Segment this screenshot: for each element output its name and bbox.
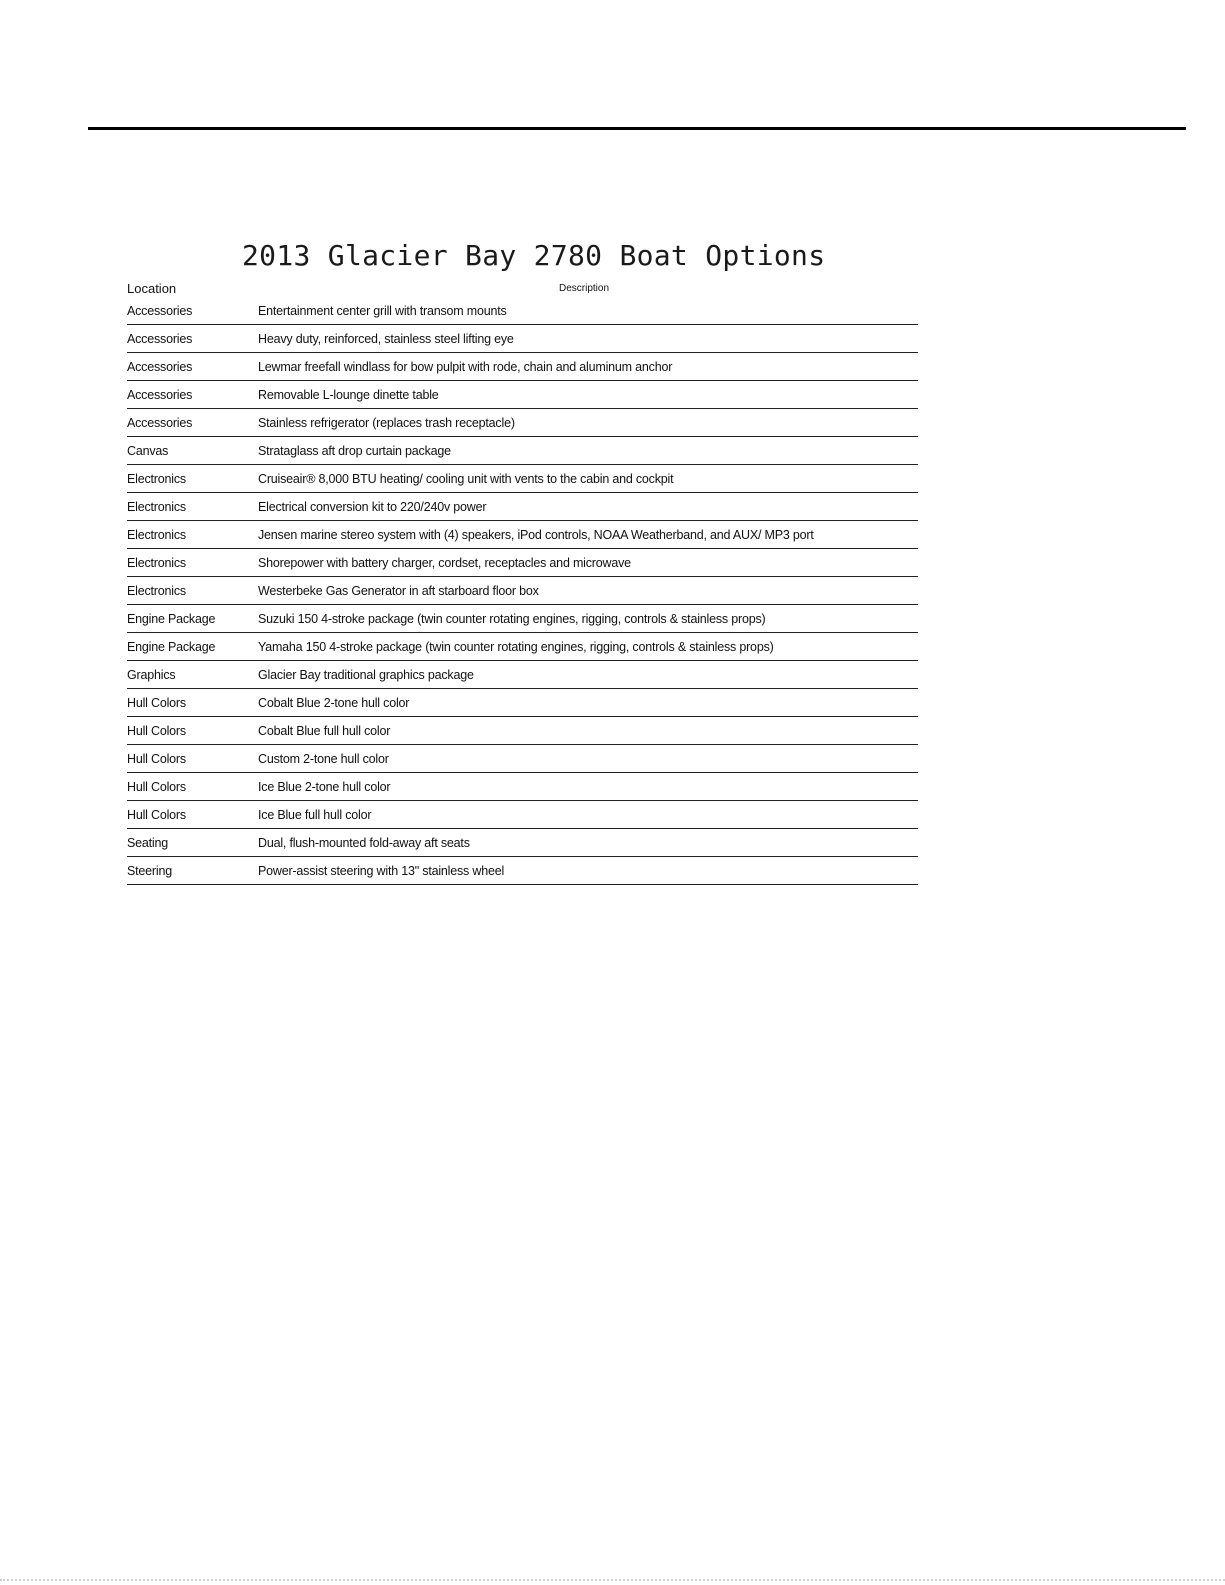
cell-description: Electrical conversion kit to 220/240v power [258,499,487,514]
cell-description: Strataglass aft drop curtain package [258,443,451,458]
page-title: 2013 Glacier Bay 2780 Boat Options [242,239,826,272]
cell-location: Hull Colors [127,807,186,822]
table-row [127,493,918,521]
page-footer-rule [0,1579,1225,1581]
table-row [127,801,918,829]
cell-location: Accessories [127,359,193,374]
cell-location: Engine Package [127,611,216,626]
cell-description: Jensen marine stereo system with (4) speakers, iPod controls, NOAA Weatherband, and AUX/ MP3 port [258,527,814,542]
cell-description: Stainless refrigerator (replaces trash receptacle) [258,415,515,430]
table-row [127,745,918,773]
cell-location: Hull Colors [127,751,186,766]
cell-location: Hull Colors [127,779,186,794]
cell-description: Ice Blue full hull color [258,807,372,822]
table-row [127,521,918,549]
table-row [127,773,918,801]
table-row [127,298,918,325]
table-row [127,409,918,437]
cell-description: Removable L-lounge dinette table [258,387,439,402]
cell-location: Steering [127,863,172,878]
cell-description: Power-assist steering with 13" stainless wheel [258,863,505,878]
cell-description: Cruiseair® 8,000 BTU heating/ cooling unit with vents to the cabin and cockpit [258,471,674,486]
cell-description: Cobalt Blue 2-tone hull color [258,695,410,710]
cell-location: Electronics [127,555,186,570]
cell-location: Seating [127,835,168,850]
header-rule [88,127,1186,130]
table-row [127,465,918,493]
table-body [127,298,918,885]
cell-location: Accessories [127,415,193,430]
cell-description: Glacier Bay traditional graphics package [258,667,474,682]
cell-description: Yamaha 150 4-stroke package (twin counter rotating engines, rigging, controls & stainless props) [258,639,774,654]
table-row [127,661,918,689]
cell-description: Ice Blue 2-tone hull color [258,779,391,794]
table-row [127,325,918,353]
boat-options-table [127,278,918,885]
cell-location: Accessories [127,331,193,346]
column-header-location: Location [127,280,177,296]
cell-location: Hull Colors [127,695,186,710]
table-row [127,717,918,745]
table-row [127,633,918,661]
cell-description: Cobalt Blue full hull color [258,723,391,738]
table-row [127,577,918,605]
cell-description: Westerbeke Gas Generator in aft starboard floor box [258,583,539,598]
cell-description: Lewmar freefall windlass for bow pulpit with rode, chain and aluminum anchor [258,359,673,374]
table-header-row [127,278,918,298]
cell-location: Electronics [127,499,186,514]
table-row [127,353,918,381]
table-row [127,437,918,465]
cell-location: Canvas [127,443,169,458]
table-row [127,605,918,633]
table-row [127,829,918,857]
cell-location: Electronics [127,471,186,486]
cell-description: Entertainment center grill with transom mounts [258,304,507,318]
cell-location: Electronics [127,583,186,598]
table-row [127,689,918,717]
cell-location: Hull Colors [127,723,186,738]
cell-location: Graphics [127,667,176,682]
cell-description: Custom 2-tone hull color [258,751,389,766]
cell-location: Electronics [127,527,186,542]
table-row [127,549,918,577]
table-row [127,857,918,885]
table-row [127,381,918,409]
cell-location: Engine Package [127,639,216,654]
cell-description: Heavy duty, reinforced, stainless steel lifting eye [258,331,514,346]
cell-description: Suzuki 150 4-stroke package (twin counter rotating engines, rigging, controls & stainless props) [258,611,766,626]
cell-description: Dual, flush-mounted fold-away aft seats [258,835,470,850]
cell-location: Accessories [127,387,193,402]
cell-location: Accessories [127,304,193,318]
cell-description: Shorepower with battery charger, cordset, receptacles and microwave [258,555,631,570]
column-header-description: Description [559,282,610,294]
